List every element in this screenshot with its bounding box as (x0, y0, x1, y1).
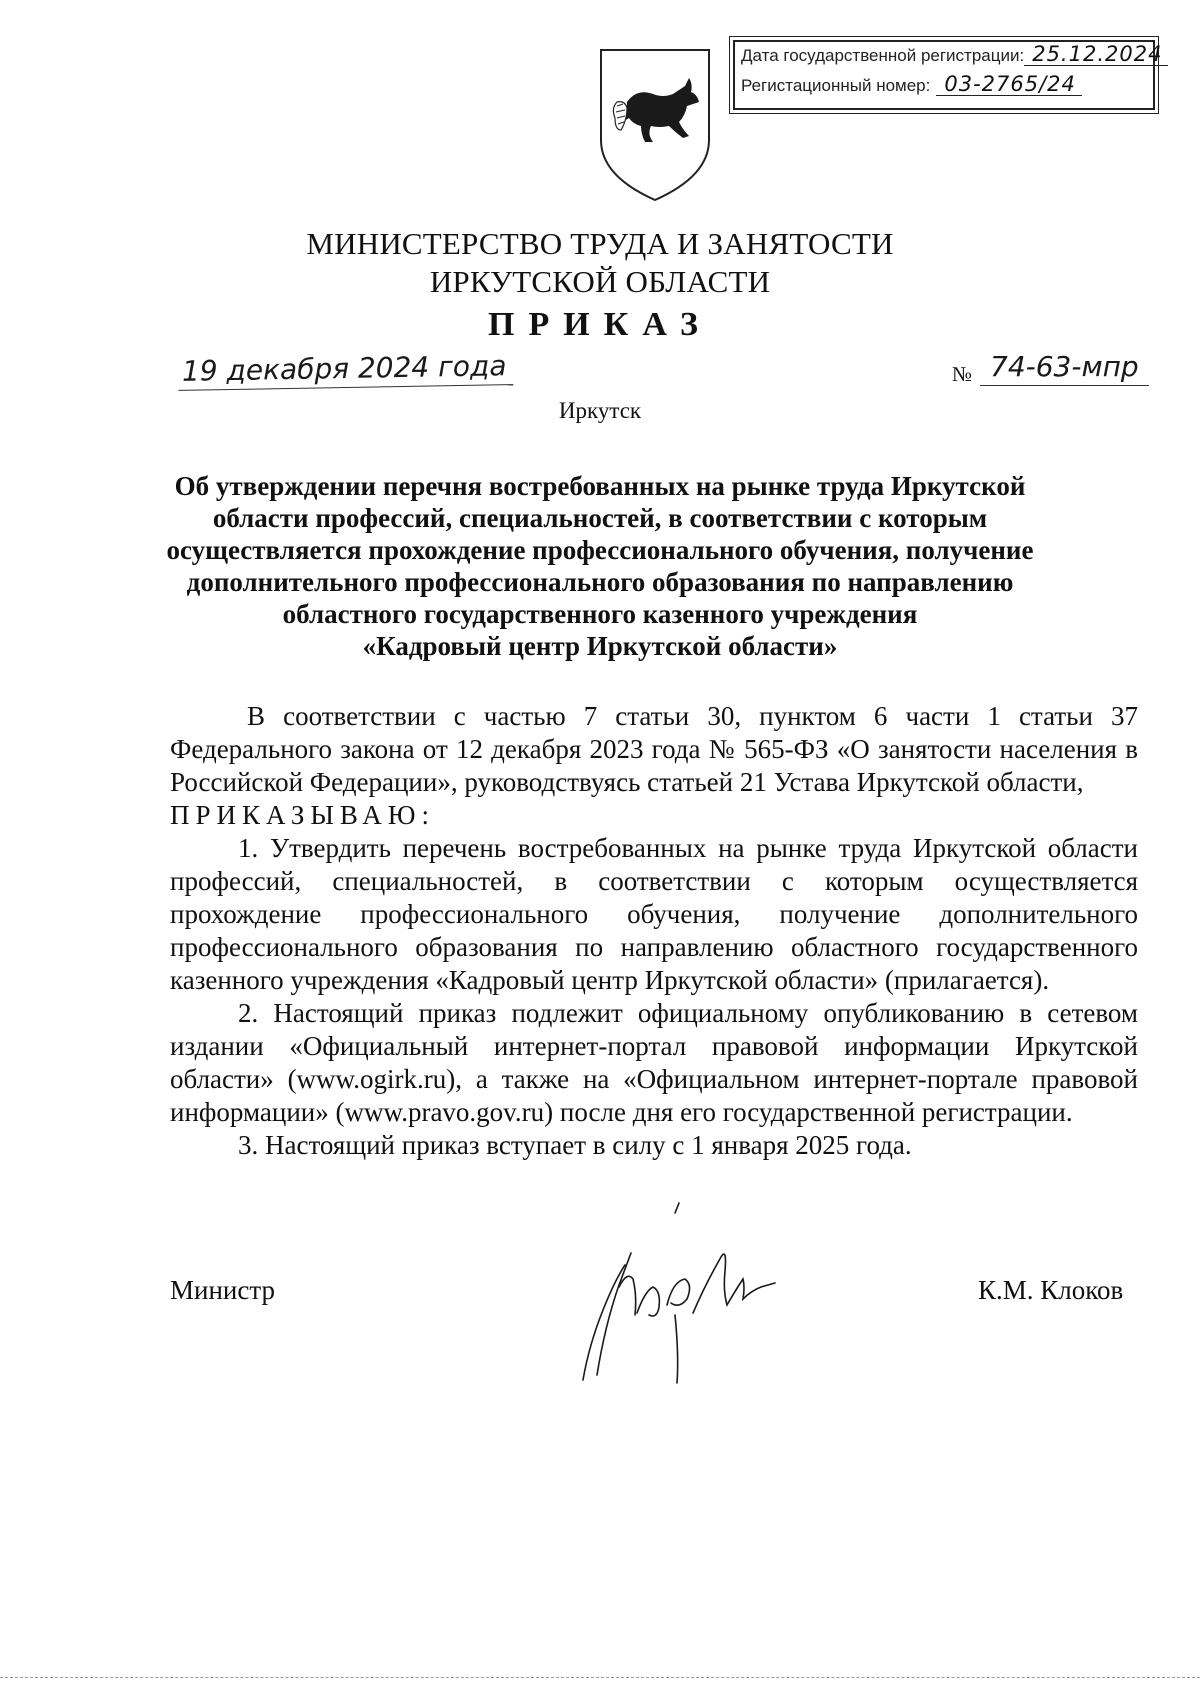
heading-line: «Кадровый центр Иркутской области» (362, 631, 838, 661)
registration-number-label: Регистационный номер: (741, 76, 931, 95)
registration-number-value: 03-2765/24 (936, 73, 1082, 96)
registration-stamp (733, 40, 1163, 110)
order-number-sign: № (952, 362, 973, 386)
heading-line: области профессий, специальностей, в соответствии с которым (212, 503, 988, 533)
heading-line: Об утверждении перечня востребованных на рынке труда Иркутской (174, 471, 1026, 501)
handwritten-signature (575, 1195, 835, 1390)
document-type-title: ПРИКАЗ (488, 306, 712, 343)
ministry-name-line1: МИНИСТЕРСТВО ТРУДА И ЗАНЯТОСТИ (306, 226, 894, 261)
heading-line: осуществляется прохождение профессионального обучения, получение (166, 535, 1034, 565)
heading-line: дополнительного профессионального образования по направлению (186, 567, 1014, 597)
registration-date-row (735, 42, 1163, 72)
order-date-handwritten: 19 декабря 2024 года (178, 349, 513, 391)
signer-name: К.М. Клоков (978, 1275, 1124, 1305)
order-heading (150, 470, 1050, 662)
coat-of-arms-icon (597, 44, 713, 204)
order-item: 1. Утвердить перечень востребованных на рынке труда Иркутской области профессий, специальностей, в соответствии с которым осуществляется прохождение профессионального обучения, получение дополнительного профессионального образования по направлению областного государственного казенного учреждения «Кадровый центр Иркутской области» (прилагается). (170, 833, 1138, 995)
order-item: 3. Настоящий приказ вступает в силу с 1 января 2025 года. (238, 1130, 912, 1160)
page-bottom-divider (0, 1677, 1200, 1678)
order-directive-word: ПРИКАЗЫВАЮ: (170, 800, 435, 830)
ministry-name-line2: ИРКУТСКОЙ ОБЛАСТИ (429, 264, 771, 299)
heading-line: областного государственного казенного учреждения (282, 599, 918, 629)
order-item: 2. Настоящий приказ подлежит официальному опубликованию в сетевом издании «Официальный интернет-портал правовой информации Иркутской области» (www.ogirk.ru), а также на «Официальном интернет-портале правовой информации» (www.pravo.gov.ru) после дня его государственной регистрации. (170, 998, 1138, 1127)
order-number-handwritten: 74-63-мпр (980, 350, 1149, 386)
preamble-paragraph: В соответствии с частью 7 статьи 30, пунктом 6 части 1 статьи 37 Федерального закона от 12 декабря 2023 года № 565-ФЗ «О занятости населения в Российской Федерации», руководствуясь статьей 21 Устава Иркутской области, (170, 701, 1138, 797)
registration-date-label: Дата государственной регистрации: (741, 46, 1025, 65)
order-city: Иркутск (558, 398, 642, 423)
registration-number-row (735, 72, 1153, 102)
order-body (170, 700, 1138, 1162)
signer-role: Министр (170, 1275, 275, 1305)
registration-date-value: 25.12.2024 (1024, 43, 1168, 66)
